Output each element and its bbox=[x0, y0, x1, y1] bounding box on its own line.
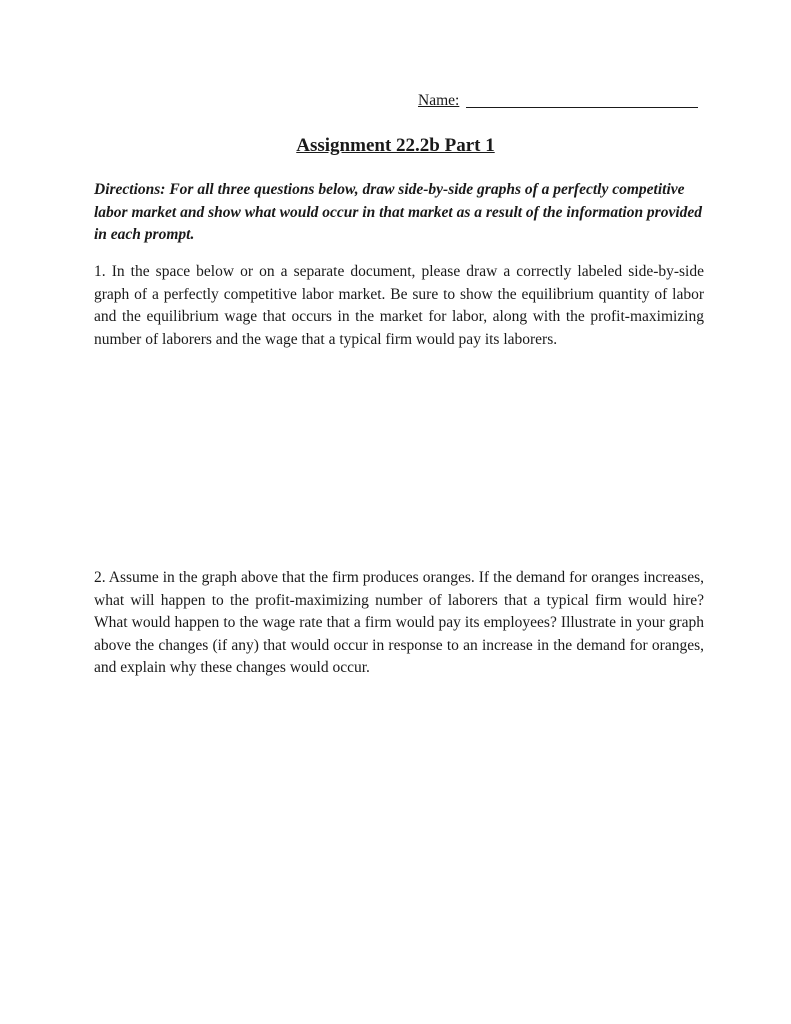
name-field[interactable] bbox=[418, 90, 698, 112]
assignment-title: Assignment 22.2b Part 1 bbox=[296, 135, 495, 156]
name-label: Name: bbox=[418, 92, 460, 109]
directions-text: Directions: For all three questions below, draw side-by-side graphs of a perfectly competitive labor market and show what would occur in that market as a result of the information provided in each prompt. bbox=[94, 181, 703, 243]
question-1: 1. In the space below or on a separate document, please draw a correctly labeled side-by-side graph of a perfectly competitive labor market. Be sure to show the equilibrium quantity of labor and the equilibrium wage that occurs in the market for labor, along with the profit-maximizing number of laborers and the wage that a typical firm would pay its laborers. bbox=[94, 263, 704, 348]
question-2: 2. Assume in the graph above that the firm produces oranges. If the demand for oranges increases, what will happen to the profit-maximizing number of laborers that a typical firm would hire? What would happen to the wage rate that a firm would pay its employees? Illustrate in your graph above the changes (if any) that would occur in response to an increase in the demand for oranges, and explain why these changes would occur. bbox=[94, 569, 704, 676]
name-blank-line[interactable] bbox=[466, 107, 698, 108]
